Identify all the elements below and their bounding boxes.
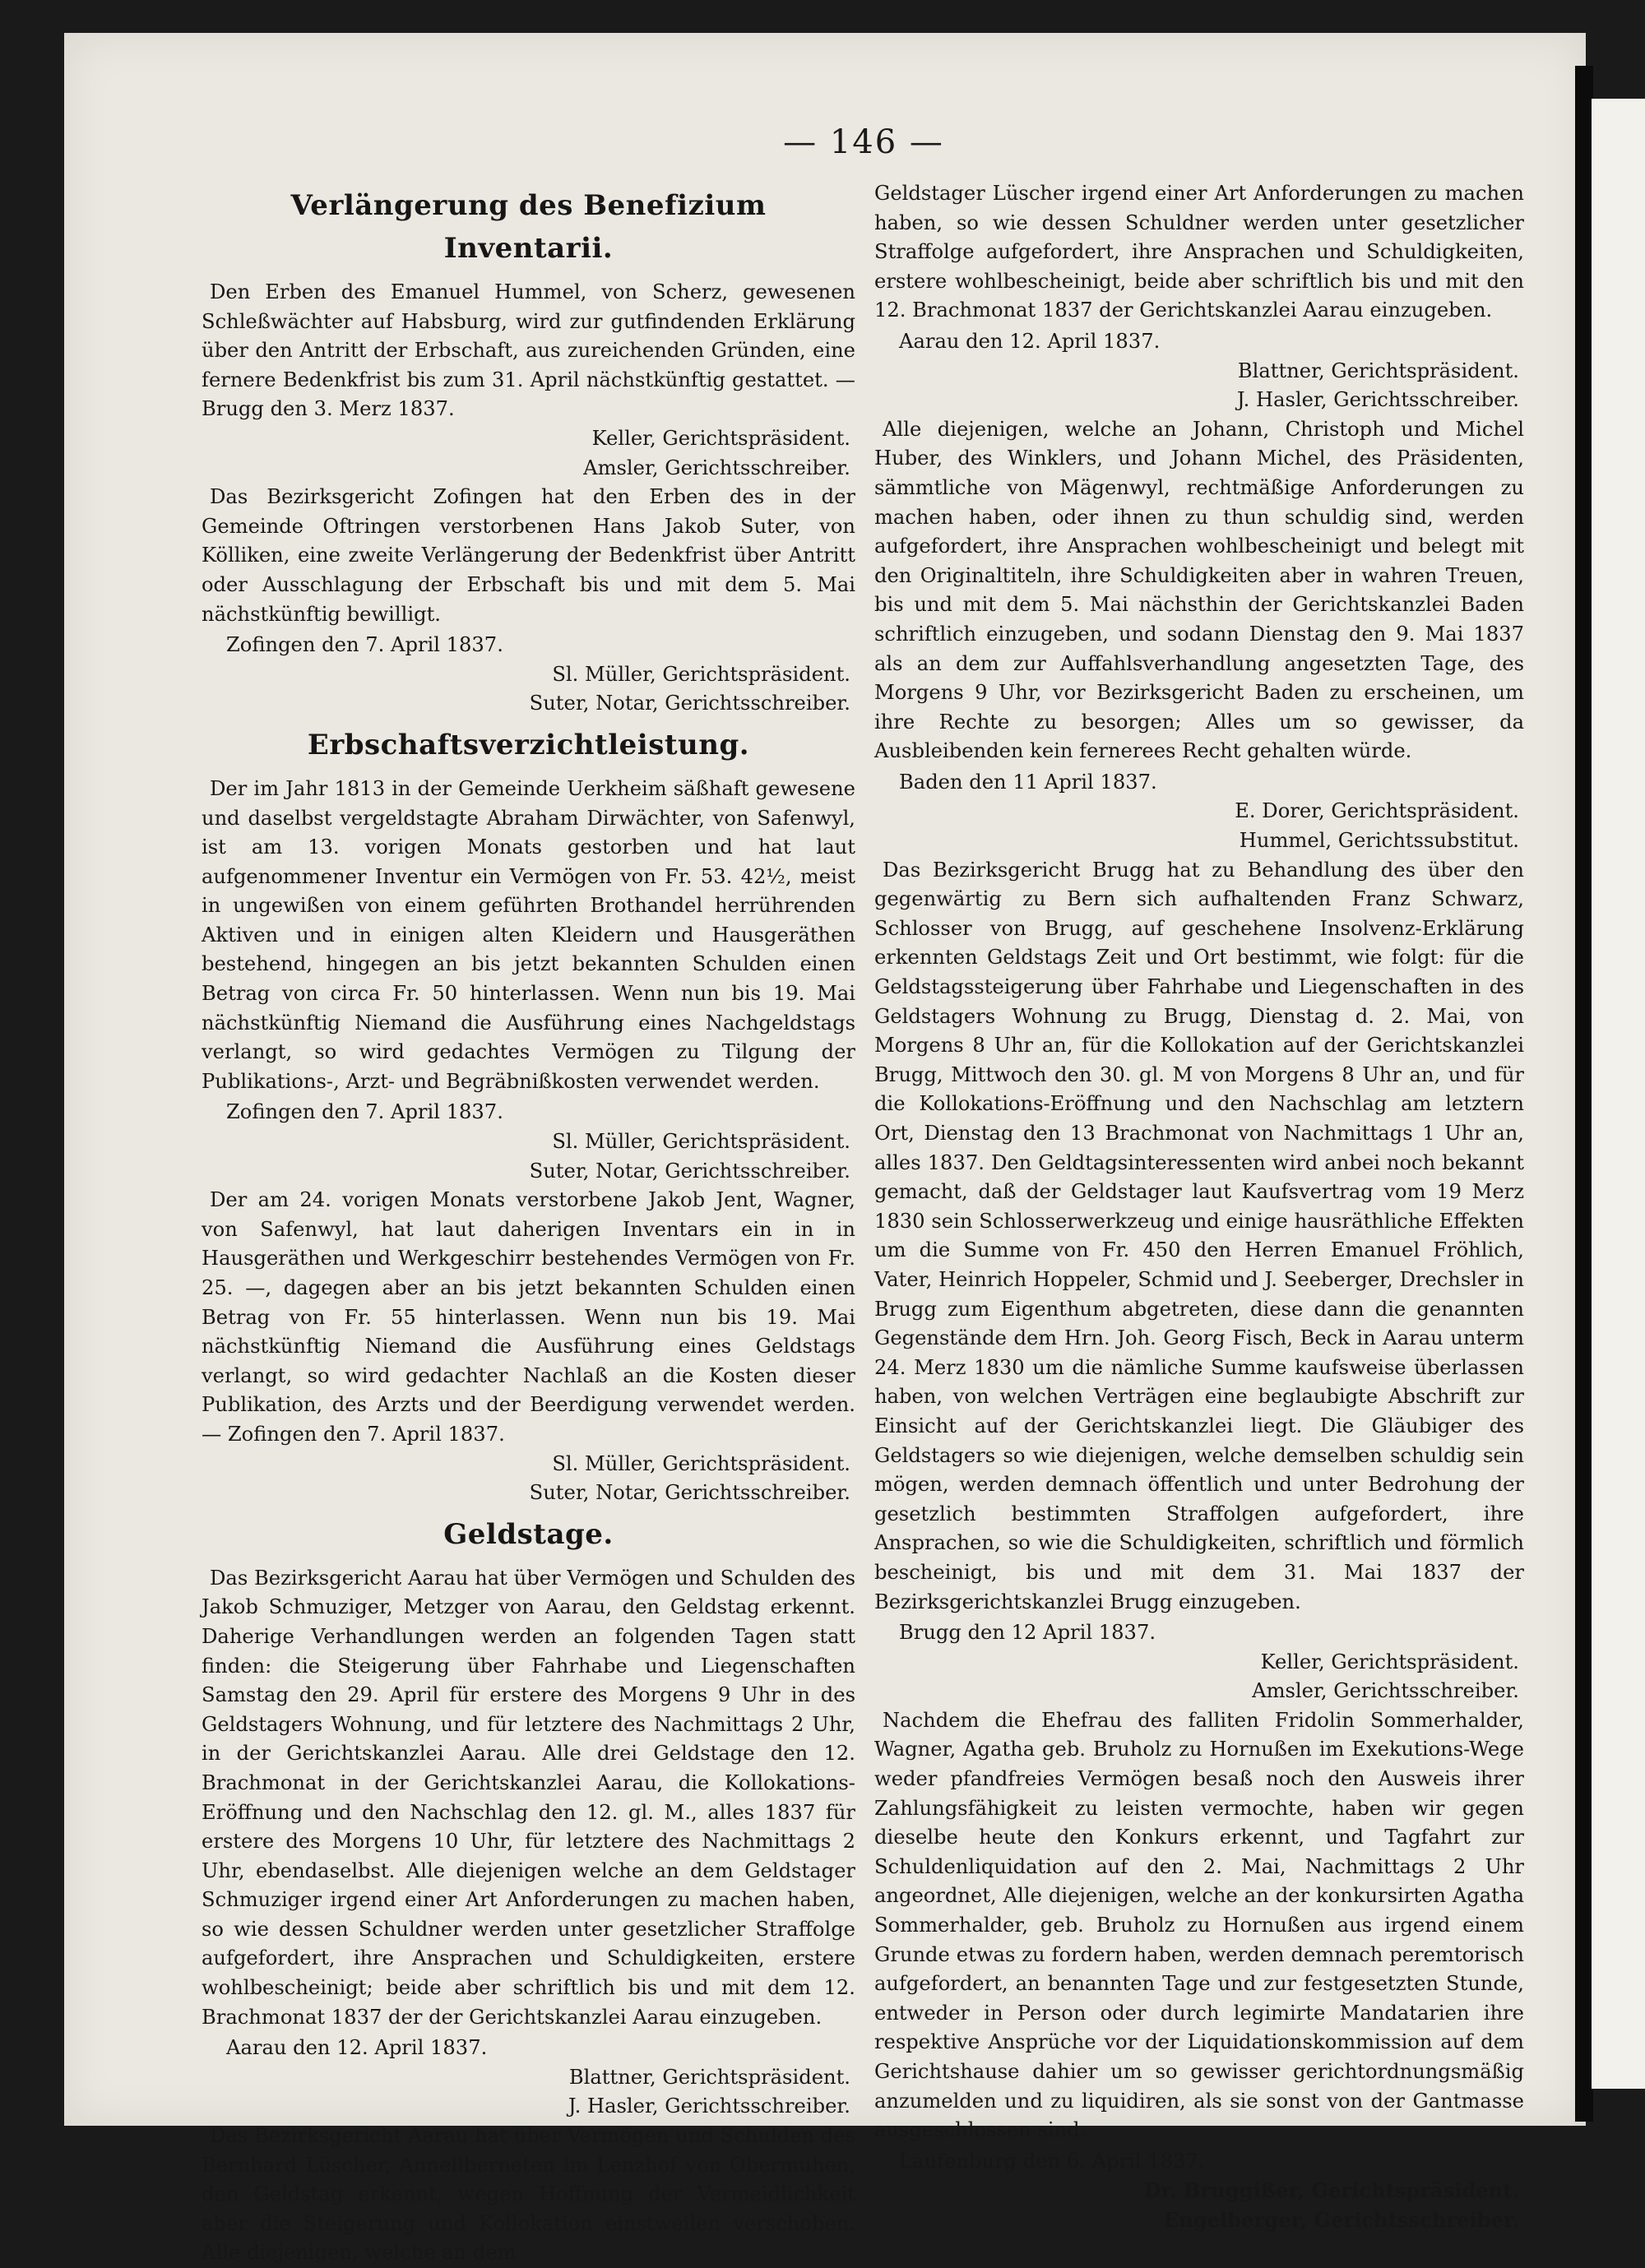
notice-text: Den Erben des Emanuel Hummel, von Scherz, gewesenen Schleßwächter auf Habsburg, wird zur gutfindenden Erklärung über den Antritt der Erbschaft, aus zureichenden Gründen, eine fernere Bedenkfrist bis zum 31. April nächstkünftig gestattet. — Brugg den 3. Merz 1837. — [202, 280, 855, 421]
signature: Hummel, Gerichtssubstitut. — [1239, 829, 1519, 853]
signature: Dr. Bruggißer, Gerichtspräsident. — [1143, 2178, 1519, 2203]
right-column — [874, 179, 1524, 2235]
signature: Sl. Müller, Gerichtspräsident. — [552, 662, 850, 686]
page-gutter-shadow — [1575, 66, 1593, 2122]
signature: Blattner, Gerichtspräsident. — [568, 2065, 850, 2089]
notice-date: Zofingen den 7. April 1837. — [226, 633, 503, 657]
left-column — [202, 179, 855, 2268]
signature: Amsler, Gerichtsschreiber. — [1252, 1679, 1519, 1703]
signature: Suter, Notar, Gerichtsschreiber. — [529, 692, 850, 715]
signature: Sl. Müller, Gerichtspräsident. — [552, 1451, 850, 1475]
signature: E. Dorer, Gerichtspräsident. — [1235, 799, 1519, 823]
adjacent-page-edge — [1592, 99, 1645, 2089]
notice-text: Nachdem die Ehefrau des falliten Fridolin Sommerhalder, Wagner, Agatha geb. Bruholz zu Hornußen im Exekutions-Wege weder pfandfreies Vermögen besaß noch den Ausweis ihrer Zahlungsfähigkeit zu leisten vermochte, haben wir gegen dieselbe heute den Konkurs erkennt, und Tagfahrt zur Schuldenliquidation auf den 2. Mai, Nachmittags 2 Uhr angeordnet, Alle diejenigen, welche an der konkursirten Agatha Sommerhalder, geb. Bruholz zu Hornußen aus irgend einem Grunde etwas zu fordern haben, werden demnach peremtorisch aufgefordert, an benannten Tage und zur festgesetzten Stunde, entweder in Person oder durch legimirte Mandatarien ihre respektive Ansprüche vor der Liquidationskommission auf dem Gerichtshause dahier um so gewisser gerichtordnungsmäßig anzumelden und zu liquidiren, als sie sonst von der Gantmasse ausgeschlossen sind. — [874, 1708, 1524, 2142]
notice-date: Aarau den 12. April 1837. — [899, 329, 1161, 353]
signature: J. Hasler, Gerichtsschreiber. — [1236, 388, 1519, 412]
section-heading: Verlängerung des Benefizium Inventarii. — [290, 189, 767, 265]
signature: Engelberger, Gerichtsschreiber. — [1163, 2207, 1519, 2232]
signature: Suter, Notar, Gerichtsschreiber. — [529, 1481, 850, 1505]
signature: Keller, Gerichtspräsident. — [591, 426, 850, 450]
page-number: — 146 — — [783, 123, 944, 161]
notice-text: Der am 24. vorigen Monats verstorbene Jakob Jent, Wagner, von Safenwyl, hat laut daherigen Inventars ein in in Hausgeräthen und Werkgeschirr bestehendes Vermögen von Fr. 25. —, dagegen aber an bis jetzt bekannten Schulden einen Betrag von Fr. 55 hinterlassen. Wenn nun bis 19. Mai nächstkünftig Niemand die Ausführung eines Geldstags verlangt, so wird gedachter Nachlaß an die Kosten dieser Publikation, des Arzts und der Beerdigung verwendet werden. — Zofingen den 7. April 1837. — [202, 1188, 855, 1446]
notice-date: Aarau den 12. April 1837. — [226, 2036, 488, 2060]
signature: Blattner, Gerichtspräsident. — [1237, 359, 1519, 382]
notice-date: Brugg den 12 April 1837. — [899, 1621, 1156, 1645]
notice-text: Das Bezirksgericht Aarau hat über Vermögen und Schulden des Bernhard Lüscher, Anneliberneten im Lenzhof von Obermuhen, den Geldstag erkennt, wegen Hoffnung der Vermeidlichkeit aber die Steigerung und Kollokation einstweilen verschoben. Alle diejenigen, welche an dem — [202, 2124, 855, 2265]
signature: Sl. Müller, Gerichtspräsident. — [552, 1130, 850, 1154]
notice-text: Der im Jahr 1813 in der Gemeinde Uerkheim säßhaft gewesene und daselbst vergeldstagte Abraham Dirwächter, von Safenwyl, ist am 13. vorigen Monats gestorben und hat laut aufgenommener Inventur ein Vermögen von Fr. 53. 42½, meist in ungewißen von einem geführten Brothandel herrührenden Aktiven und in einigen alten Kleidern und Hausgeräthen bestehend, hingegen an bis jetzt bekannten Schulden einen Betrag von circa Fr. 50 hinterlassen. Wenn nun bis 19. Mai nächstkünftig Niemand die Ausführung eines Nachgeldstags verlangt, so wird gedachtes Vermögen zu Tilgung der Publikations-, Arzt- und Begräbnißkosten verwendet werden. — [202, 776, 855, 1093]
notice-date: Baden den 11 April 1837. — [899, 770, 1157, 794]
signature: J. Hasler, Gerichtsschreiber. — [568, 2094, 850, 2118]
notice-text: Das Bezirksgericht Brugg hat zu Behandlung des über den gegenwärtig zu Bern sich aufhaltenden Franz Schwarz, Schlosser von Brugg, auf geschehene Insolvenz-Erklärung erkennten Geldstags Zeit und Ort bestimmt, wie folgt: für die Geldstagssteigerung über Fahrhabe und Liegenschaften in des Geldstagers Wohnung zu Brugg, Dienstag d. 2. Mai, von Morgens 8 Uhr an, für die Kollokation auf der Gerichtskanzlei Brugg, Mittwoch den 30. gl. M von Morgens 8 Uhr an, und für die Kollokations-Eröffnung und den Nachschlag am letztern Ort, Dienstag den 13 Brachmonat von Nachmittags 1 Uhr an, alles 1837. Den Geldtagsinteressenten wird anbei noch bekannt gemacht, daß der Geldstager laut Kaufsvertrag vom 19 Merz 1830 sein Schlosserwerkzeug und einige hausräthliche Effekten um die Summe von Fr. 450 den Herren Emanuel Fröhlich, Vater, Heinrich Hoppeler, Schmid und J. Seeberger, Drechsler in Brugg zum Eigenthum abgetreten, diese dann die genannten Gegenstände dem Hrn. Joh. Georg Fisch, Beck in Aarau unterm 24. Merz 1830 um die nämliche Summe kaufsweise überlassen haben, von welchen Verträgen eine beglaubigte Abschrift zur Einsicht auf der Gerichtskanzlei liegt. Die Gläubiger des Geldstagers so wie diejenigen, welche demselben schuldig sein mögen, werden demnach öffentlich und unter Bedrohung der gesetzlich bestimmten Straffolgen aufgefordert, ihre Ansprachen, so wie die Schuldigkeiten, schriftlich und förmlich bescheinigt, bis und mit dem 31. Mai 1837 der Bezirksgerichtskanzlei Brugg einzugeben. — [874, 858, 1524, 1613]
section-heading: Geldstage. — [443, 1517, 614, 1551]
signature: Amsler, Gerichtsschreiber. — [583, 456, 850, 479]
section-heading: Erbschaftsverzichtleistung. — [307, 728, 750, 761]
notice-date: Laufenburg den 6. April 1837. — [899, 2149, 1205, 2173]
signature: Keller, Gerichtspräsident. — [1260, 1650, 1519, 1673]
notice-text: Alle diejenigen, welche an Johann, Christoph und Michel Huber, des Winklers, und Johann Michel, des Präsidenten, sämmtliche von Mägenwyl, rechtmäßige Anforderungen zu machen haben, oder ihnen zu thun schuldig sind, werden aufgefordert, ihre Ansprachen wohlbescheinigt und belegt mit den Originaltiteln, ihre Schuldigkeiten aber in wahren Treuen, bis und mit dem 5. Mai nächsthin der Gerichtskanzlei Baden schriftlich einzugeben, und sodann Dienstag den 9. Mai 1837 als an dem zur Auffahlsverhandlung angesetzten Tage, des Morgens 9 Uhr, vor Bezirksgericht Baden zu erscheinen, um ihre Rechte zu besorgen; Alles um so gewisser, da Ausbleibenden kein fernerees Recht gehalten würde. — [874, 417, 1524, 763]
notice-text: Geldstager Lüscher irgend einer Art Anforderungen zu machen haben, so wie dessen Schuldner werden unter gesetzlicher Straffolge aufgefordert, ihre Ansprachen und Schuldigkeiten, erstere wohlbescheinigt, beide aber schriftlich bis und mit den 12. Brachmonat 1837 der Gerichtskanzlei Aarau einzugeben. — [874, 182, 1524, 322]
signature: Suter, Notar, Gerichtsschreiber. — [529, 1159, 850, 1183]
notice-date: Zofingen den 7. April 1837. — [226, 1100, 503, 1124]
notice-text: Das Bezirksgericht Aarau hat über Vermögen und Schulden des Jakob Schmuziger, Metzger von Aarau, den Geldstag erkennt. Daherige Verhandlungen werden an folgenden Tagen statt finden: die Steigerung über Fahrhabe und Liegenschaften Samstag den 29. April für erstere des Morgens 9 Uhr in des Geldstagers Wohnung, und für letztere des Nachmittags 2 Uhr, in der Gerichtskanzlei Aarau. Alle drei Geldstage den 12. Brachmonat in der Gerichtskanzlei Aarau, die Kollokations-Eröffnung und den Nachschlag den 12. gl. M., alles 1837 für erstere des Morgens 10 Uhr, für letztere des Nachmittags 2 Uhr, ebendaselbst. Alle diejenigen welche an dem Geldstager Schmuziger irgend einer Art Anforderungen zu machen haben, so wie dessen Schuldner werden unter gesetzlicher Straffolge aufgefordert, ihre Ansprachen und Schuldigkeiten, erstere wohlbescheinigt; beide aber schriftlich bis und mit dem 12. Brachmonat 1837 der der Gerichtskanzlei Aarau einzugeben. — [202, 1566, 855, 2029]
notice-text: Das Bezirksgericht Zofingen hat den Erben des in der Gemeinde Oftringen verstorbenen Hans Jakob Suter, von Kölliken, eine zweite Verlängerung der Bedenkfrist über Antritt oder Ausschlagung der Erbschaft bis und mit dem 5. Mai nächstkünftig bewilligt. — [202, 485, 855, 626]
